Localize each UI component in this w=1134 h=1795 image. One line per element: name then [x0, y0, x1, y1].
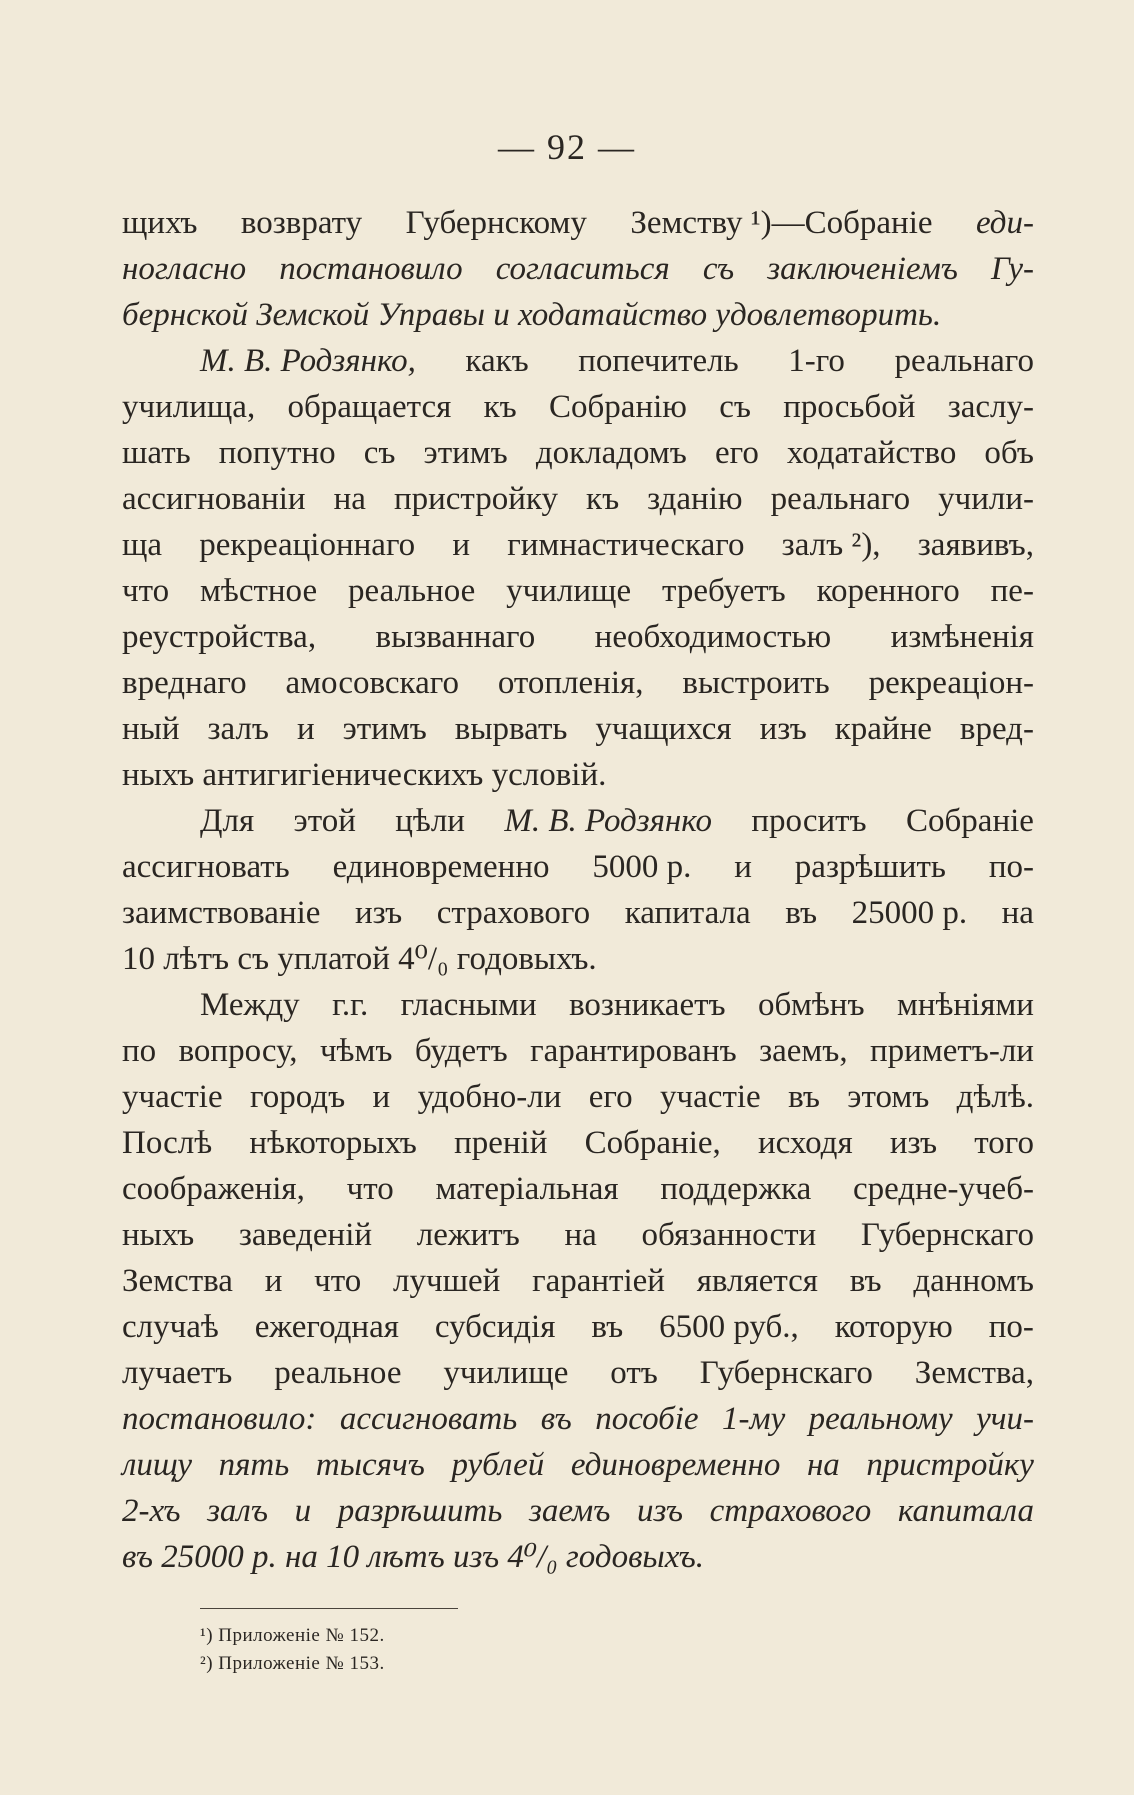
text-word: соображенія,	[122, 1171, 305, 1207]
text-word: ходатайство	[786, 435, 957, 471]
text-word: поддержка	[660, 1171, 812, 1207]
body-text	[122, 200, 1034, 1580]
text-word: заимствованіе	[122, 895, 321, 931]
text-word: приметъ-ли	[870, 1033, 1034, 1069]
text-word: по-	[988, 849, 1034, 885]
text-word: заключеніемъ	[767, 251, 958, 287]
text-word: по	[122, 1033, 157, 1069]
text-word: амосовскаго	[285, 665, 459, 701]
text-word: попутно	[218, 435, 336, 471]
text-word: постановило	[279, 251, 463, 287]
text-word: Послѣ	[122, 1125, 213, 1161]
text-word: вызваннаго	[375, 619, 536, 655]
text-line	[122, 1442, 1034, 1488]
text-word: цѣли	[395, 803, 465, 839]
text-word: обязанности	[641, 1217, 817, 1253]
text-word: ежегодная	[254, 1309, 399, 1345]
text-word: залъ	[207, 1493, 268, 1529]
text-line	[122, 568, 1034, 614]
text-word: изъ	[759, 711, 807, 747]
text-word: Собраніе	[906, 803, 1034, 839]
text-word: страхового	[709, 1493, 872, 1529]
text-word: щихъ	[122, 205, 198, 241]
text-word: ныхъ	[122, 1217, 195, 1253]
text-line	[122, 1166, 1034, 1212]
text-word: тысячъ	[315, 1447, 425, 1483]
text-word: М. В. Родзянко,	[200, 343, 416, 379]
text-word: нѣкоторыхъ	[249, 1125, 417, 1161]
text-word: какъ	[465, 343, 529, 379]
text-word: залъ	[207, 711, 269, 747]
text-word: 5000 р.	[592, 849, 692, 885]
text-line	[122, 890, 1034, 936]
text-word: Губернскому	[405, 205, 587, 241]
text-line	[122, 338, 1034, 384]
text-line	[122, 522, 1034, 568]
text-line	[122, 706, 1034, 752]
text-line	[122, 384, 1034, 430]
text-word: обращается	[287, 389, 452, 425]
text-word: и	[734, 849, 752, 885]
text-word: что	[314, 1263, 362, 1299]
text-word: 10 лѣтъ съ уплатой 4⁰/₀ годовыхъ.	[122, 941, 597, 977]
text-word: вред-	[959, 711, 1034, 747]
text-word: разрѣшить	[337, 1493, 503, 1529]
text-word: Губернскаго	[860, 1217, 1034, 1253]
text-word: измѣненія	[890, 619, 1034, 655]
text-word: рекреаціоннаго	[199, 527, 416, 563]
text-word: Земства	[122, 1263, 233, 1299]
text-line	[122, 1120, 1034, 1166]
text-word: гласными	[400, 987, 537, 1023]
text-word: лучаетъ	[122, 1355, 233, 1391]
text-word: лучшей	[393, 1263, 501, 1299]
text-word: бернской Земской Управы и ходатайство удовлетворить.	[122, 297, 942, 333]
text-word: возникаетъ	[569, 987, 726, 1023]
text-word: въ	[540, 1401, 572, 1437]
text-word: объ	[984, 435, 1034, 471]
footnote-1: ¹) Приложеніе № 152.	[200, 1625, 385, 1646]
text-word: заведеній	[238, 1217, 373, 1253]
text-line	[122, 246, 1034, 292]
text-word: 1-му	[722, 1401, 786, 1437]
text-word: попечитель	[578, 343, 739, 379]
text-word: еди-	[975, 205, 1034, 241]
text-line	[122, 476, 1034, 522]
text-word: съ	[719, 389, 751, 425]
text-word: отъ	[610, 1355, 658, 1391]
text-line	[122, 844, 1034, 890]
text-word: Собранію	[549, 389, 687, 425]
text-word: пять	[218, 1447, 290, 1483]
text-line	[122, 430, 1034, 476]
text-word: обмѣнъ	[758, 987, 865, 1023]
text-word: просьбой	[783, 389, 916, 425]
text-word: и	[452, 527, 471, 563]
text-word: крайне	[834, 711, 932, 747]
text-word: на	[1001, 895, 1034, 931]
text-word: страхового	[436, 895, 591, 931]
text-word: М. В. Родзянко	[504, 803, 712, 839]
text-line	[122, 982, 1034, 1028]
text-word: субсидія	[434, 1309, 556, 1345]
text-word: его	[714, 435, 759, 471]
text-word: г.г.	[332, 987, 369, 1023]
text-word: отопленія,	[497, 665, 644, 701]
text-word: удобно-ли	[417, 1079, 562, 1115]
text-word: пе-	[990, 573, 1034, 609]
text-word: гарантіей	[532, 1263, 665, 1299]
text-word: пристройку	[393, 481, 558, 517]
text-word: 6500 руб.,	[659, 1309, 799, 1345]
text-word: городъ	[250, 1079, 346, 1115]
text-line	[122, 1212, 1034, 1258]
text-word: гимнастическаго	[507, 527, 745, 563]
text-word: реальное	[348, 573, 476, 609]
text-word: реальное	[274, 1355, 402, 1391]
text-word: этимъ	[423, 435, 508, 471]
text-word: постановило:	[122, 1401, 317, 1437]
text-word: докладомъ	[535, 435, 687, 471]
text-word: 25000 р.	[851, 895, 968, 931]
text-word: по-	[988, 1309, 1034, 1345]
text-word: изъ	[889, 1125, 938, 1161]
text-word: заемъ	[528, 1493, 611, 1529]
text-word: участіе	[122, 1079, 223, 1115]
text-word: данномъ	[913, 1263, 1034, 1299]
text-word: училища,	[122, 389, 256, 425]
text-word: и	[264, 1263, 283, 1299]
text-word: выстроить	[682, 665, 830, 701]
page-number: — 92 —	[498, 127, 636, 167]
text-word: рекреаціон-	[868, 665, 1034, 701]
text-word: и	[372, 1079, 391, 1115]
text-word: необходимостью	[594, 619, 832, 655]
text-word: коренного	[816, 573, 960, 609]
text-word: реальному	[808, 1401, 953, 1437]
text-word: на	[333, 481, 366, 517]
text-word: Для	[200, 803, 255, 839]
footnote-rule	[200, 1608, 458, 1609]
text-word: ный	[122, 711, 180, 747]
text-word: этомъ	[847, 1079, 930, 1115]
text-word: училище	[443, 1355, 569, 1391]
text-word: пристройку	[866, 1447, 1034, 1483]
text-word: рублей	[451, 1447, 545, 1483]
text-word: въ	[849, 1263, 882, 1299]
text-word: Земства,	[914, 1355, 1034, 1391]
text-word: этой	[293, 803, 356, 839]
text-word: разрѣшить	[794, 849, 946, 885]
text-word: реальнаго	[770, 481, 911, 517]
text-word: этимъ	[342, 711, 427, 747]
text-word: исходя	[758, 1125, 853, 1161]
text-word: вопросу,	[178, 1033, 298, 1069]
text-word: требуетъ	[662, 573, 786, 609]
text-word: что	[346, 1171, 394, 1207]
text-word: мѣстное	[200, 573, 318, 609]
text-word: возврату	[240, 205, 363, 241]
text-word: ассигновать	[122, 849, 290, 885]
text-line	[122, 1258, 1034, 1304]
text-line	[122, 1488, 1034, 1534]
text-word: къ	[586, 481, 620, 517]
text-word: реустройства,	[122, 619, 317, 655]
text-word: согласиться	[495, 251, 670, 287]
text-word: лищу	[122, 1447, 193, 1483]
text-word: единовременно	[332, 849, 550, 885]
text-word: зданію	[647, 481, 743, 517]
text-word: къ	[483, 389, 517, 425]
text-word: съ	[702, 251, 735, 287]
text-word: гарантированъ	[530, 1033, 737, 1069]
text-word: Между	[200, 987, 300, 1023]
text-word: преній	[454, 1125, 548, 1161]
text-word: и	[294, 1493, 312, 1529]
text-word: ассигнованіи	[122, 481, 306, 517]
text-word: Собраніе,	[584, 1125, 721, 1161]
text-word: шать	[122, 435, 191, 471]
text-line	[122, 1534, 1034, 1580]
text-word: вреднаго	[122, 665, 247, 701]
text-word: Земству ¹)—Собраніе	[630, 205, 933, 241]
footnote-2: ²) Приложеніе № 153.	[200, 1653, 385, 1674]
text-word: вырвать	[454, 711, 568, 747]
text-word: будетъ	[414, 1033, 508, 1069]
text-word: въ	[788, 1079, 820, 1115]
text-word: лежитъ	[416, 1217, 520, 1253]
text-word: которую	[834, 1309, 953, 1345]
text-line	[122, 936, 1034, 982]
text-word: заявивъ,	[917, 527, 1034, 563]
text-word: въ	[785, 895, 818, 931]
text-line	[122, 1396, 1034, 1442]
text-word: заслу-	[947, 389, 1034, 425]
text-line	[122, 798, 1034, 844]
text-line	[122, 752, 1034, 798]
text-word: его	[588, 1079, 633, 1115]
text-word: того	[974, 1125, 1034, 1161]
footnotes	[200, 1622, 385, 1678]
text-line	[122, 1028, 1034, 1074]
text-word: капитала	[897, 1493, 1034, 1529]
text-line	[122, 660, 1034, 706]
text-word: средне-учеб-	[853, 1171, 1034, 1207]
text-word: заемъ,	[759, 1033, 848, 1069]
text-word: единовременно	[570, 1447, 781, 1483]
text-word: проситъ	[751, 803, 867, 839]
text-line	[122, 200, 1034, 246]
text-word: реальнаго	[894, 343, 1034, 379]
text-word: въ	[591, 1309, 624, 1345]
text-line	[122, 292, 1034, 338]
text-word: дѣлѣ.	[956, 1079, 1034, 1115]
text-line	[122, 1350, 1034, 1396]
text-word: на	[564, 1217, 597, 1253]
text-word: ногласно	[122, 251, 247, 287]
text-word: и	[296, 711, 315, 747]
text-line	[122, 1074, 1034, 1120]
text-word: съ	[363, 435, 396, 471]
text-word: что	[122, 573, 170, 609]
text-word: чѣмъ	[319, 1033, 393, 1069]
text-word: учи-	[976, 1401, 1034, 1437]
text-word: является	[696, 1263, 818, 1299]
text-word: Гу-	[991, 251, 1034, 287]
text-word: случаѣ	[122, 1309, 219, 1345]
text-word: Губернскаго	[699, 1355, 873, 1391]
text-word: изъ	[636, 1493, 684, 1529]
text-word: ща	[122, 527, 163, 563]
text-word: учили-	[938, 481, 1034, 517]
text-word: учащихся	[595, 711, 732, 747]
text-word: мнѣніями	[896, 987, 1034, 1023]
text-word: ассигновать	[339, 1401, 518, 1437]
text-word: участіе	[660, 1079, 761, 1115]
text-line	[122, 1304, 1034, 1350]
text-word: училище	[506, 573, 632, 609]
text-word: въ 25000 р. на 10 лѣтъ изъ 4⁰/₀ годовыхъ.	[122, 1539, 704, 1575]
text-word: на	[806, 1447, 840, 1483]
text-word: 2-хъ	[122, 1493, 181, 1529]
text-word: 1-го	[788, 343, 845, 379]
text-word: залъ ²),	[781, 527, 881, 563]
text-word: матеріальная	[435, 1171, 619, 1207]
text-word: пособіе	[595, 1401, 699, 1437]
text-line	[122, 614, 1034, 660]
text-word: капитала	[624, 895, 751, 931]
text-word: ныхъ антигигіеническихъ условій.	[122, 757, 607, 793]
text-word: изъ	[354, 895, 403, 931]
